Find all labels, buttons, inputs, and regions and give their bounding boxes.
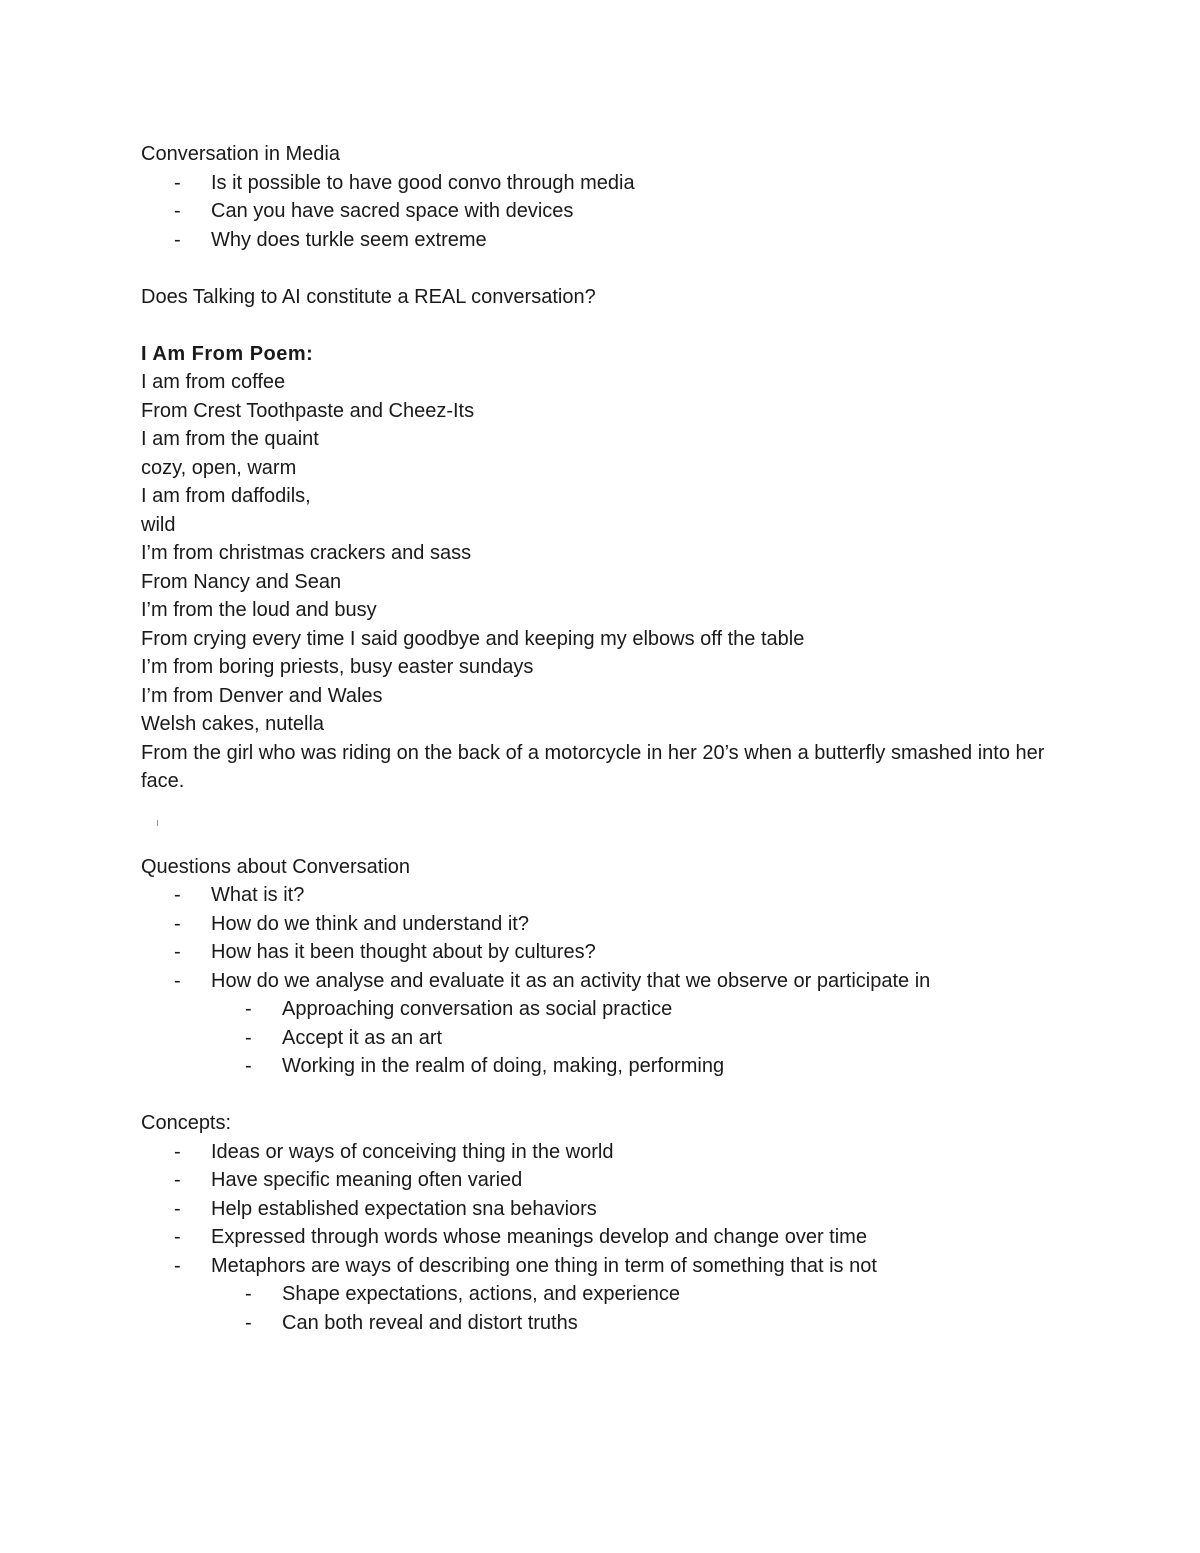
spacer: [141, 796, 1061, 825]
list-item: [141, 938, 1061, 967]
poem-line: I am from the quaint: [141, 428, 319, 450]
bullet-dash: -: [174, 1197, 181, 1220]
bullet-dash: -: [174, 1140, 181, 1163]
bullet-text: Can you have sacred space with devices: [211, 200, 574, 222]
bullet-text: Have specific meaning often varied: [211, 1169, 523, 1191]
poem-line: I’m from boring priests, busy easter sundays: [141, 656, 534, 678]
bullet-text: Expressed through words whose meanings develop and change over time: [211, 1226, 867, 1248]
spacer: [141, 254, 1061, 283]
poem-line: I am from coffee: [141, 371, 286, 393]
ai-question: Does Talking to AI constitute a REAL conversation?: [141, 285, 596, 308]
sub-list-item: [141, 1280, 1061, 1309]
poem-line: From Crest Toothpaste and Cheez-Its: [141, 399, 475, 422]
bullet-text: How do we think and understand it?: [211, 912, 529, 935]
stray-mark: [157, 820, 158, 826]
poem-line: I’m from the loud and busy: [141, 599, 377, 621]
poem-line: I’m from christmas crackers and sass: [141, 542, 472, 564]
bullet-text: Metaphors are ways of describing one thing in term of something that is not: [211, 1254, 877, 1277]
bullet-dash: -: [174, 1169, 181, 1191]
bullet-dash: -: [174, 969, 181, 992]
bullet-dash: -: [174, 884, 181, 906]
list-item: [141, 967, 1061, 996]
bullet-dash: -: [245, 1026, 252, 1049]
poem-line: From crying every time I said goodbye and keeping my elbows off the table: [141, 627, 805, 650]
bullet-dash: -: [174, 200, 181, 222]
section-heading-media: Conversation in Media: [141, 143, 340, 165]
spacer: [141, 1081, 1061, 1110]
bullet-text: Can both reveal and distort truths: [282, 1311, 578, 1334]
poem-line: wild: [141, 513, 176, 536]
bullet-text: Is it possible to have good convo through media: [211, 171, 635, 194]
bullet-text: Working in the realm of doing, making, performing: [282, 1055, 725, 1077]
poem-line: From the girl who was riding on the back of a motorcycle in her 20’s when a butterfly smashed into her face.: [141, 741, 1045, 792]
bullet-dash: -: [174, 228, 181, 251]
bullet-dash: -: [174, 1254, 181, 1277]
bullet-text: Ideas or ways of conceiving thing in the world: [211, 1140, 614, 1163]
bullet-text: Help established expectation sna behaviors: [211, 1197, 597, 1220]
bullet-dash: -: [245, 1055, 252, 1077]
bullet-text: Why does turkle seem extreme: [211, 228, 487, 251]
section-heading-questions: Questions about Conversation: [141, 855, 411, 878]
sub-list-item: [141, 1052, 1061, 1081]
bullet-dash: -: [245, 1311, 252, 1334]
bullet-text: Shape expectations, actions, and experience: [282, 1283, 681, 1305]
list-item: [141, 226, 1061, 255]
bullet-dash: -: [174, 171, 181, 194]
document-body: [141, 140, 1061, 1337]
bullet-dash: -: [174, 941, 181, 963]
list-item: [141, 1138, 1061, 1167]
bullet-text: Accept it as an art: [282, 1026, 443, 1049]
bullet-dash: -: [245, 1283, 252, 1305]
poem-line: I’m from Denver and Wales: [141, 684, 383, 707]
list-item: [141, 169, 1061, 198]
bullet-text: Approaching conversation as social practice: [282, 998, 673, 1020]
bullet-text: How do we analyse and evaluate it as an activity that we observe or participate in: [211, 969, 931, 992]
poem-title: I Am From Poem:: [141, 342, 314, 365]
section-heading-concepts: Concepts:: [141, 1112, 232, 1134]
list-item: [141, 1166, 1061, 1195]
bullet-dash: -: [245, 998, 252, 1020]
spacer: [141, 311, 1061, 340]
poem-line: I am from daffodils,: [141, 485, 311, 507]
poem-line: cozy, open, warm: [141, 456, 297, 479]
list-item: [141, 1252, 1061, 1281]
bullet-text: What is it?: [211, 884, 305, 906]
sub-list-item: [141, 995, 1061, 1024]
list-item: [141, 1223, 1061, 1252]
bullet-dash: -: [174, 1226, 181, 1248]
poem-line: Welsh cakes, nutella: [141, 713, 325, 735]
list-item: [141, 1195, 1061, 1224]
poem-line: From Nancy and Sean: [141, 570, 342, 593]
list-item: [141, 197, 1061, 226]
spacer: [141, 824, 1061, 853]
sub-list-item: [141, 1309, 1061, 1338]
sub-list-item: [141, 1024, 1061, 1053]
list-item: [141, 881, 1061, 910]
bullet-dash: -: [174, 912, 181, 935]
bullet-text: How has it been thought about by cultures?: [211, 941, 596, 963]
list-item: [141, 910, 1061, 939]
